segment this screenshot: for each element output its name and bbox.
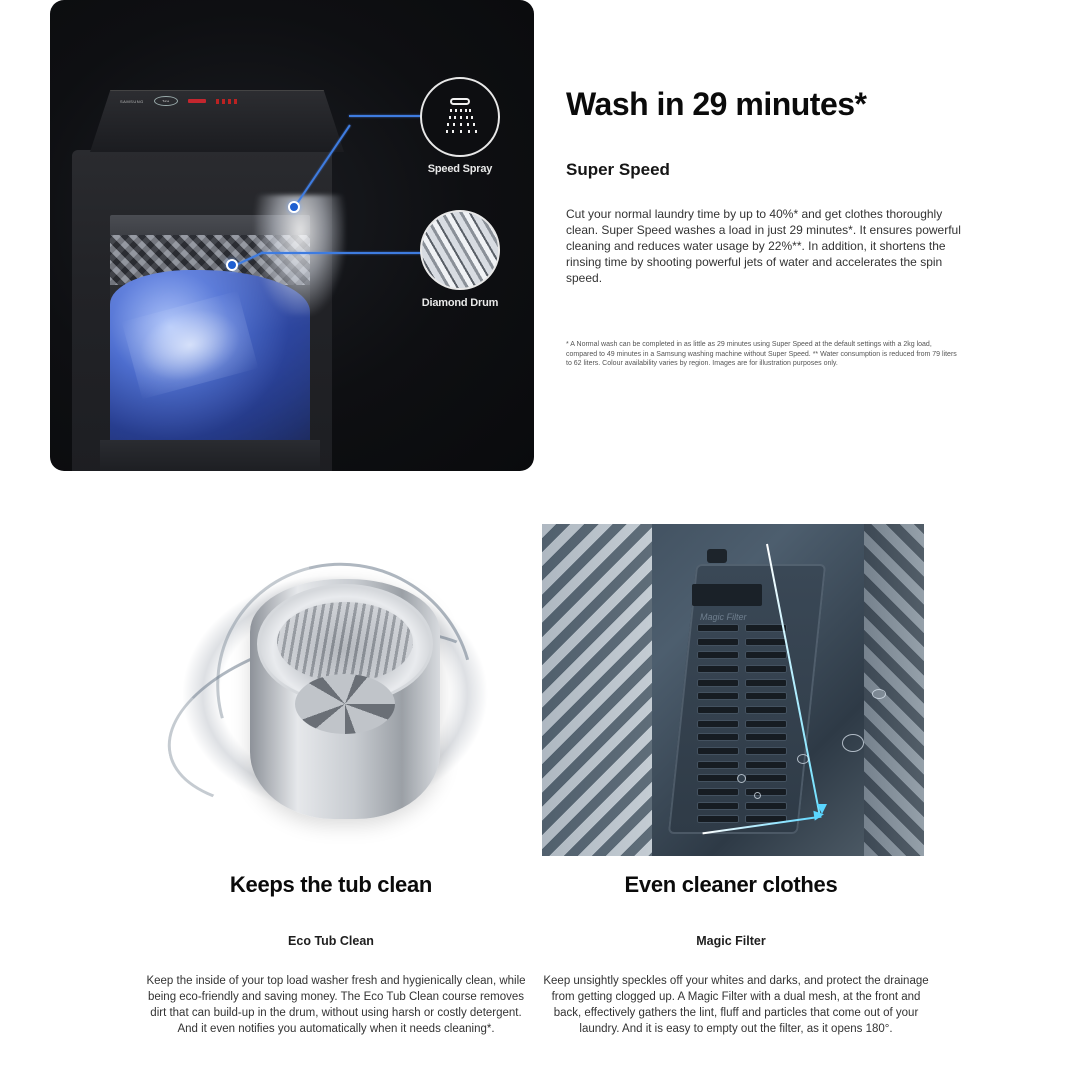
feature-description-eco-tub-clean: Keep the inside of your top load washer fresh and hygienically clean, while being eco-friendly and saving money. The Eco Tub Clean course removes dirt that can build-up in the drum, without using harsh or costly detergent. And it even notifies you automatically when it needs cleaning*.	[146, 975, 526, 1035]
feature-subtitle-eco-tub-clean: Eco Tub Clean	[288, 934, 374, 948]
shower-spray-icon	[438, 95, 482, 139]
hero-subtitle: Super Speed	[566, 160, 670, 179]
filter-mesh	[697, 624, 787, 824]
hero-description: Cut your normal laundry time by up to 40%* and get clothes thoroughly clean. Super Speed washes a load in just 29 minutes*. It ensures powerful cleaning and reduces water usage by 22%**. In addition, it shortens the rinsing time by shooting powerful jets of water and accelerates the spin speed.	[566, 207, 961, 285]
hero-image-panel	[50, 0, 534, 471]
filter-handle	[707, 549, 727, 563]
washer-brand-text: SAMSUNG	[120, 98, 144, 104]
washer-indicator-leds	[216, 99, 237, 104]
hero-footnote: * A Normal wash can be completed in as little as 29 minutes using Super Speed at the default settings with a 2kg load, compared to 49 minutes in a Samsung washing machine without Super Speed. ** Water consumption is reduced from 79 liters to 62 liters. Colour availability varies by region. Images are for illustration purposes only.	[566, 341, 957, 367]
diamond-drum-label: Diamond Drum	[421, 297, 499, 309]
eco-tub-clean-image	[145, 524, 527, 856]
washer-pulsator	[295, 674, 395, 734]
speed-spray-mist	[255, 195, 345, 315]
water-bubble	[797, 754, 809, 764]
diamond-drum-wall-left	[542, 524, 652, 856]
speed-spray-label: Speed Spray	[427, 163, 493, 175]
feature-subtitle-magic-filter: Magic Filter	[696, 934, 766, 948]
callout-dot-diamond-drum	[226, 259, 238, 271]
arrow-right-icon	[813, 809, 824, 820]
feature-description-magic-filter: Keep unsightly speckles off your whites and darks, and protect the drainage from getting clogged up. A Magic Filter with a dual mesh, at the front and back, effectively gathers the lint, fluff and particles that come out of your laundry. And it is easy to empty out the filter, as it opens 180°.	[543, 975, 929, 1035]
magic-filter-image	[542, 524, 924, 856]
feature-title-tub-clean: Keeps the tub clean	[229, 872, 433, 897]
filter-window	[692, 584, 762, 606]
washer-control-panel	[110, 92, 330, 110]
callout-dot-speed-spray	[288, 201, 300, 213]
diamond-drum-icon	[420, 210, 500, 290]
feature-title-cleaner-clothes: Even cleaner clothes	[624, 872, 838, 897]
washer-dial: Tune	[154, 96, 178, 106]
callout-line-diamond-drum-horizontal	[262, 252, 422, 254]
water-bubble	[842, 734, 864, 752]
speed-spray-callout	[420, 77, 500, 157]
washer-tub-inner-wall	[277, 602, 413, 682]
water-bubble	[872, 689, 886, 699]
filter-embossed-label: Magic Filter	[700, 612, 747, 622]
water-bubble	[737, 774, 746, 783]
water-bubble	[754, 792, 761, 799]
washer-base	[100, 440, 320, 471]
hero-title: Wash in 29 minutes*	[566, 86, 867, 122]
washer-display-icon	[188, 99, 206, 103]
callout-line-speed-spray-horizontal	[349, 115, 421, 117]
